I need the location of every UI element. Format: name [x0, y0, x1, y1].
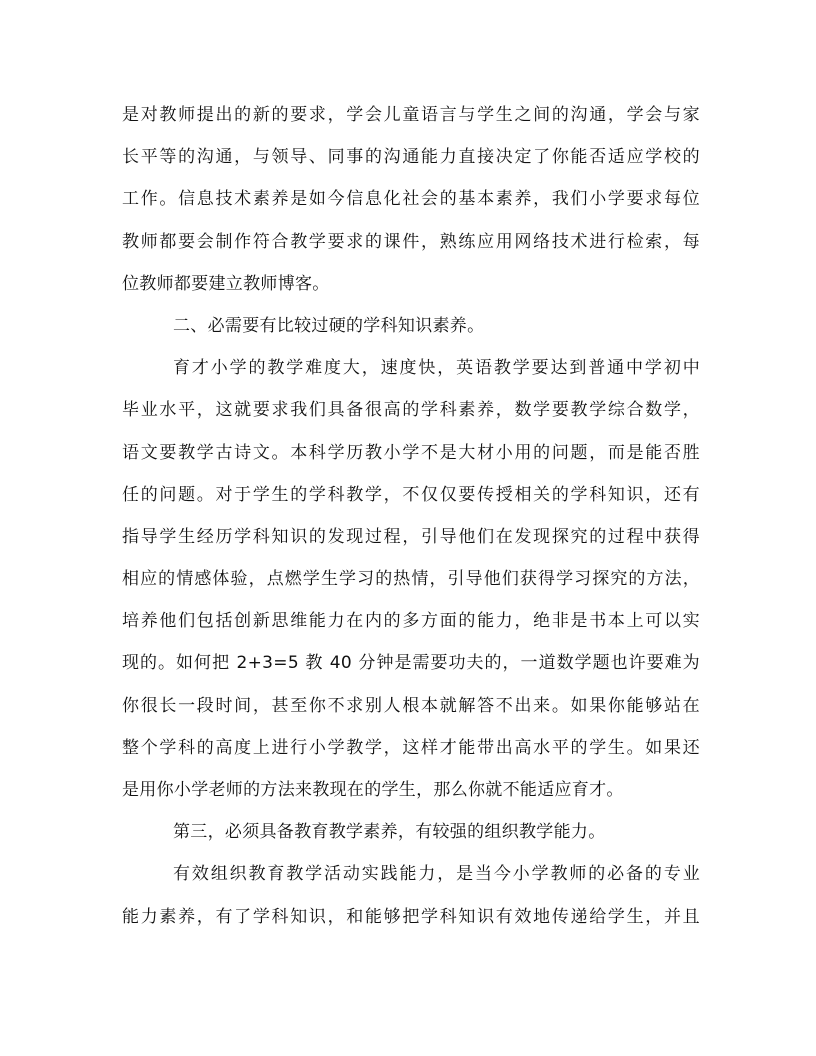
document-body: [122, 94, 700, 938]
text-line: 育才小学的教学难度大，速度快，英语教学要达到普通中学初中: [173, 358, 700, 379]
text-line: 能力素养，有了学科知识，和能够把学科知识有效地传递给学生，并且: [122, 906, 700, 927]
text-line: 工作。信息技术素养是如今信息化社会的基本素养，我们小学要求每位: [122, 189, 700, 210]
text-line: 整个学科的高度上进行小学教学，这样才能带出高水平的学生。如果还: [122, 737, 700, 758]
section-heading: 二、必需要有比较过硬的学科知识素养。: [173, 315, 485, 336]
text-line: 长平等的沟通，与领导、同事的沟通能力直接决定了你能否适应学校的: [122, 147, 700, 168]
text-line: 有效组织教育教学活动实践能力，是当今小学教师的必备的专业: [173, 864, 700, 885]
text-line: 培养他们包括创新思维能力在内的多方面的能力，绝非是书本上可以实: [122, 611, 700, 632]
section-heading: 第三，必须具备教育教学素养，有较强的组织教学能力。: [173, 822, 606, 843]
text-line: 任的问题。对于学生的学科教学，不仅仅要传授相关的学科知识，还有: [122, 484, 700, 505]
text-line: 是用你小学老师的方法来教现在的学生，那么你就不能适应育才。: [122, 780, 624, 800]
text-line: 教师都要会制作符合教学要求的课件，熟练应用网络技术进行检索，每: [122, 231, 700, 252]
text-line: 你很长一段时间，甚至你不求别人根本就解答不出来。如果你能够站在: [122, 695, 700, 716]
text-line: 毕业水平，这就要求我们具备很高的学科素养，数学要教学综合数学，: [122, 400, 700, 421]
text-line: 现的。如何把 2+3=5 教 40 分钟是需要功夫的，一道数学题也许要难为: [122, 653, 700, 674]
text-line: 指导学生经历学科知识的发现过程，引导他们在发现探究的过程中获得: [122, 526, 700, 547]
text-line: 语文要教学古诗文。本科学历教小学不是大材小用的问题，而是能否胜: [122, 442, 700, 463]
text-line: 位教师都要建立教师博客。: [122, 273, 330, 294]
text-line: 是对教师提出的新的要求，学会儿童语言与学生之间的沟通，学会与家: [122, 105, 700, 125]
text-line: 相应的情感体验，点燃学生学习的热情，引导他们获得学习探究的方法，: [122, 569, 700, 590]
